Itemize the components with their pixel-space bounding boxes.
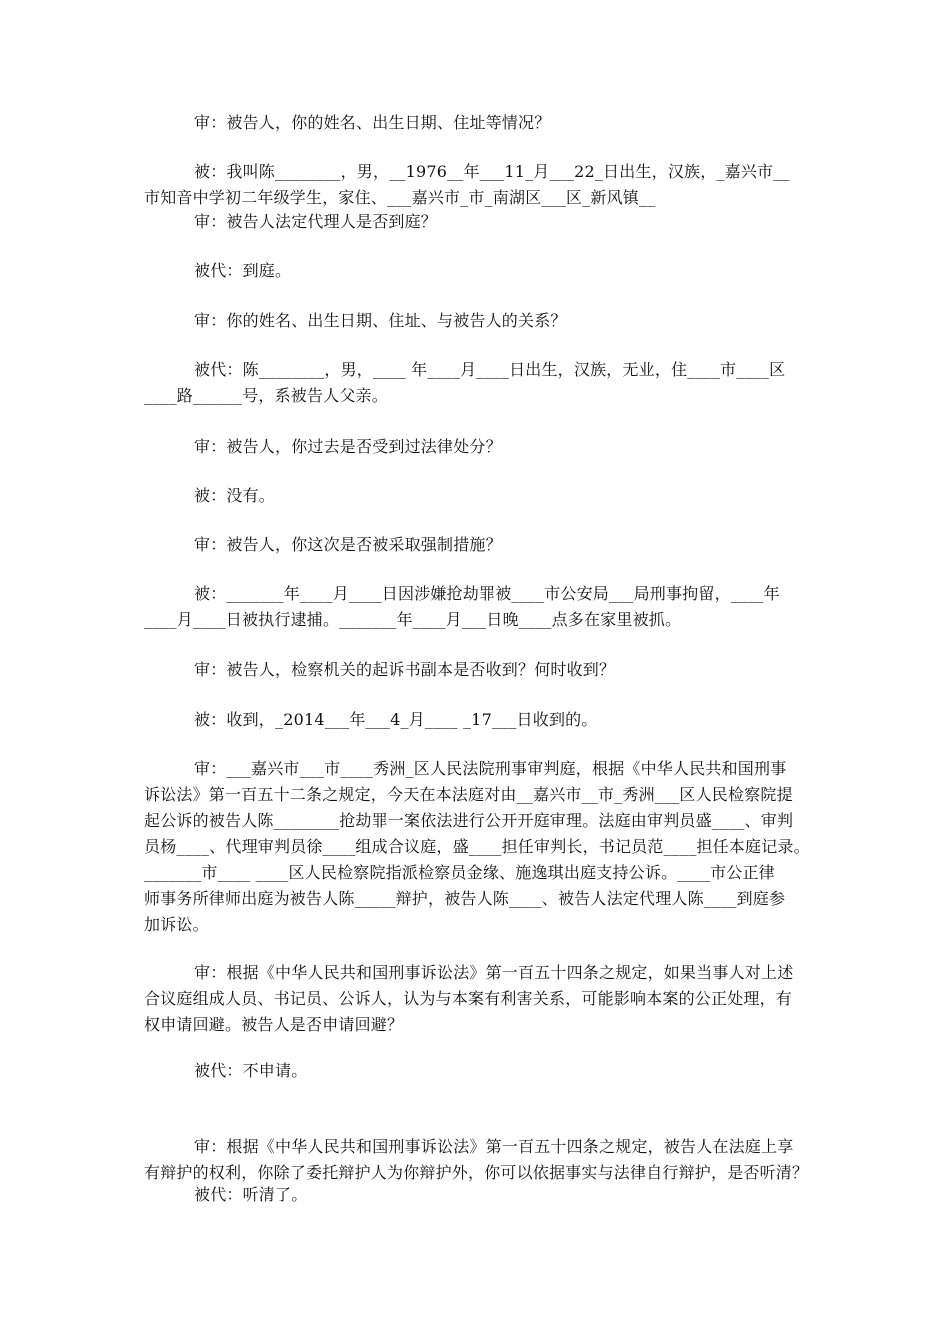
transcript-line: 合议庭组成人员、书记员、公诉人，认为与本案有利害关系，可能影响本案的公正处理，有 [144,989,793,1008]
transcript-line: 师事务所律师出庭为被告人陈_____辩护，被告人陈____、被告人法定代理人陈____到庭参 [144,889,786,908]
transcript-line: 审：被告人，你这次是否被采取强制措施？ [194,535,502,554]
transcript-line: 权申请回避。被告人是否申请回避？ [144,1015,404,1034]
transcript-paragraph [144,308,808,334]
transcript-line: 审：你的姓名、出生日期、住址、与被告人的关系？ [194,311,567,330]
transcript-line: 被：_______年____月____日因涉嫌抢劫罪被____市公安局___局刑事拘留，____年 [194,584,780,603]
transcript-paragraph [144,532,808,558]
transcript-paragraph [144,434,808,460]
transcript-line: 有辩护的权利，你除了委托辩护人为你辩护外，你可以依据事实与法律自行辩护，是否听清？ [144,1163,809,1182]
transcript-paragraph [144,1134,808,1186]
transcript-line: 被：我叫陈________，男，__1976__年___11_月___22_日出生，汉族，_嘉兴市__ [194,162,790,181]
transcript-line: ____路______号，系被告人父亲。 [144,386,389,405]
transcript-line: _______市____ ____区人民检察院指派检察员金缘、施逸琪出庭支持公诉。____市公正律 [144,863,775,882]
transcript-paragraph [144,1182,808,1208]
transcript-paragraph [144,258,808,284]
transcript-line: 被：没有。 [194,486,276,505]
transcript-line: 审：被告人，你过去是否受到过法律处分？ [194,437,502,456]
transcript-line: 审：根据《中华人民共和国刑事诉讼法》第一百五十四条之规定，被告人在法庭上享 [194,1137,794,1156]
transcript-line: 审：___嘉兴市___市____秀洲_区人民法院刑事审判庭，根据《中华人民共和国刑事 [194,759,787,778]
transcript-paragraph [144,960,808,1038]
transcript-paragraph [144,707,808,733]
transcript-line: 被代：到庭。 [194,261,292,280]
transcript-line: 加诉讼。 [144,915,209,934]
transcript-line: 审：被告人，你的姓名、出生日期、住址等情况？ [194,113,551,132]
transcript-paragraph [144,756,808,938]
transcript-paragraph [144,1058,808,1084]
transcript-paragraph [144,483,808,509]
transcript-line: 审：被告人法定代理人是否到庭？ [194,212,438,231]
transcript-line: 起公诉的被告人陈________抢劫罪一案依法进行公开开庭审理。法庭由审判员盛____、审判 [144,811,794,830]
transcript-paragraph [144,357,808,409]
transcript-line: 市知音中学初二年级学生，家住、___嘉兴市_市_南湖区___区_新风镇__ [144,188,656,207]
transcript-paragraph [144,110,808,136]
transcript-line: 被代：不申请。 [194,1061,308,1080]
transcript-paragraph [144,581,808,633]
transcript-paragraph [144,657,808,683]
transcript-line: 被代：听清了。 [194,1185,308,1204]
transcript-paragraph [144,159,808,211]
transcript-line: 审：根据《中华人民共和国刑事诉讼法》第一百五十四条之规定，如果当事人对上述 [194,963,794,982]
transcript-line: 诉讼法》第一百五十二条之规定，今天在本法庭对由__嘉兴市__市_秀洲___区人民检察院提 [144,785,793,804]
transcript-line: 被：收到，_2014___年___4_月____ _17___日收到的。 [194,710,598,729]
transcript-line: ____月____日被执行逮捕。_______年____月___日晚____点多在家里被抓。 [144,610,682,629]
transcript-line: 被代：陈________，男，____ 年____月____日出生，汉族，无业，住____市____区 [194,360,786,379]
transcript-line: 审：被告人，检察机关的起诉书副本是否收到？何时收到？ [194,660,616,679]
transcript-paragraph [144,209,808,235]
transcript-line: 员杨____、代理审判员徐____组成合议庭，盛____担任审判长，书记员范____担任本庭记录。 [144,837,810,856]
